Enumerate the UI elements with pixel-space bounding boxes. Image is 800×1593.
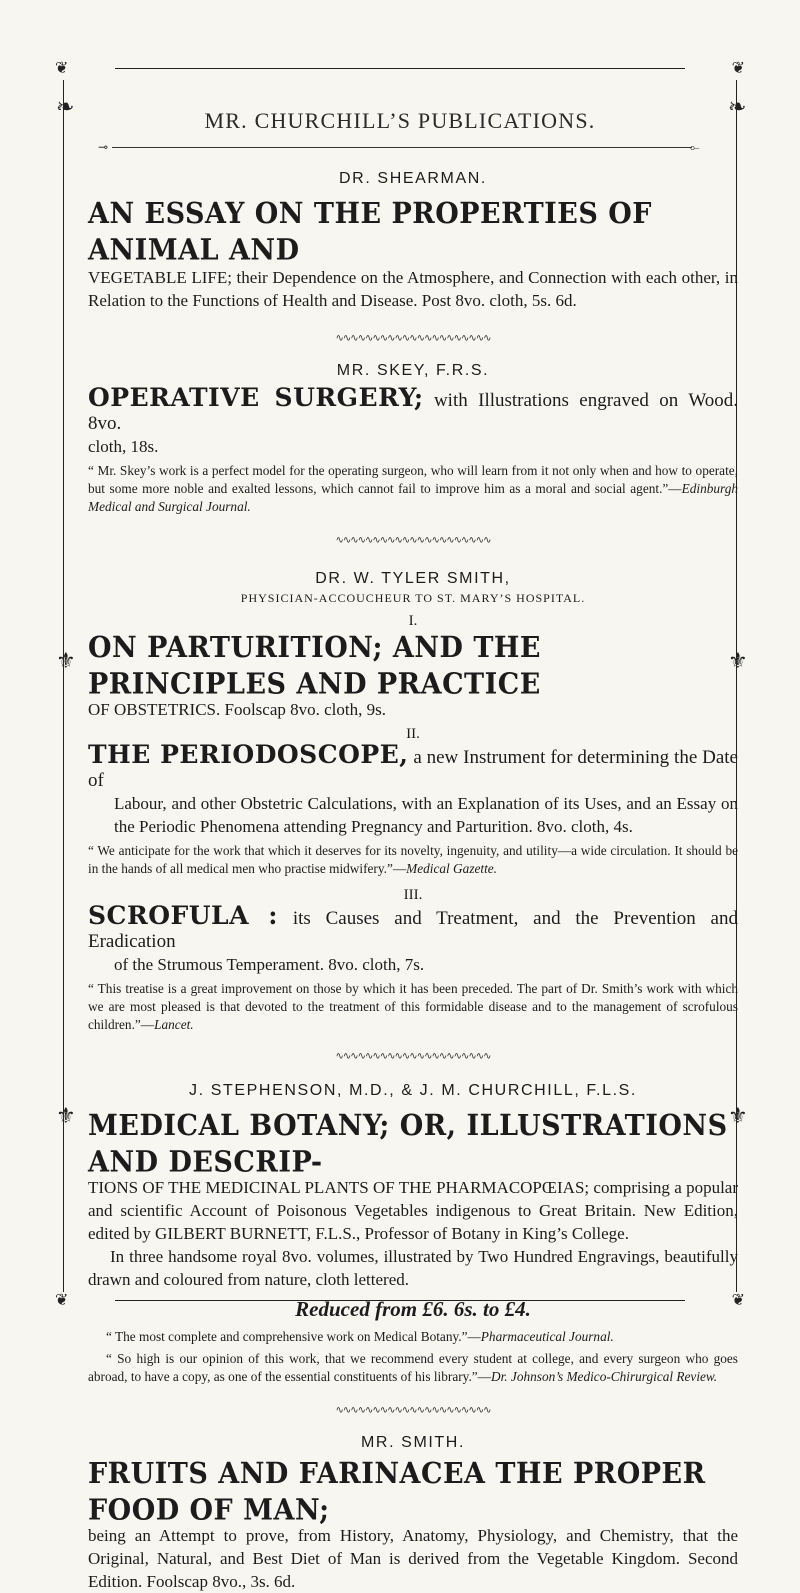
book-title: AN ESSAY ON THE PROPERTIES OF ANIMAL AND bbox=[88, 197, 652, 268]
author-subtitle: PHYSICIAN-ACCOUCHEUR TO ST. MARY’S HOSPITAL. bbox=[240, 591, 586, 605]
side-ornament-icon: ⚜ bbox=[56, 648, 76, 673]
volume-number: I. bbox=[408, 613, 418, 629]
author-heading: DR. W. TYLER SMITH, bbox=[315, 570, 511, 587]
author-heading: J. STEPHENSON, M.D., & J. M. CHURCHILL, F.L.S. bbox=[189, 1082, 637, 1099]
rule-ornament-icon: ⊸ bbox=[98, 140, 109, 154]
book-description: OF OBSTETRICS. Foolscap 8vo. cloth, 9s. bbox=[88, 700, 386, 719]
corner-ornament-icon: ❦ bbox=[731, 1292, 745, 1309]
review-quote bbox=[88, 980, 738, 1034]
volume-number: III. bbox=[403, 887, 423, 903]
side-ornament-icon: ❧ bbox=[56, 94, 75, 119]
side-ornament-icon: ❧ bbox=[728, 94, 747, 119]
listing-tyler-smith bbox=[88, 570, 738, 1034]
quote-text: “ This treatise is a great improvement on those by which it has been preceded. The part of Dr. Smith’s work with which we are most pleased is that devoted to the treatment of this formidable disease and to the management of scrofulous children.”— bbox=[88, 981, 738, 1032]
quote-source: Lancet. bbox=[154, 1017, 194, 1032]
book-title-continued: with Illustrations engraved on Wood. 8vo. bbox=[88, 390, 738, 434]
quote-source: Dr. Johnson’s Medico-Chirurgical Review. bbox=[490, 1369, 718, 1384]
listing-smith bbox=[88, 1434, 738, 1593]
separator: ∿∿∿∿∿∿∿∿∿∿∿∿∿∿∿∿∿∿∿∿∿ bbox=[335, 1405, 491, 1416]
price-reduction: Reduced from £6. 6s. to £4. bbox=[295, 1297, 531, 1321]
book-title: SCROFULA : bbox=[88, 901, 279, 930]
book-title: THE PERIODOSCOPE, bbox=[88, 740, 409, 769]
review-quote bbox=[88, 462, 738, 516]
book-description: VEGETABLE LIFE; their Dependence on the Atmosphere, and Connection with each other, in Relation to the Functions of Health and Disease. Post 8vo. cloth, 5s. 6d. bbox=[88, 268, 738, 310]
header-rule bbox=[112, 147, 692, 148]
rule-ornament-icon: ⟜ bbox=[690, 140, 700, 154]
top-rule bbox=[115, 68, 685, 69]
book-description: being an Attempt to prove, from History, Anatomy, Physiology, and Chemistry, that the Original, Natural, and Best Diet of Man is derived from the Vegetable Kingdom. Second Edition. Foolscap 8vo., 3s. 6d. bbox=[88, 1526, 738, 1591]
corner-ornament-icon: ❦ bbox=[731, 60, 745, 77]
book-title-continued: its Causes and Treatment, and the Prevention and Eradication bbox=[88, 908, 738, 952]
separator: ∿∿∿∿∿∿∿∿∿∿∿∿∿∿∿∿∿∿∿∿∿ bbox=[335, 333, 491, 344]
side-ornament-icon: ⚜ bbox=[728, 1103, 748, 1128]
quote-source: Edinburgh Medical and Surgical Journal. bbox=[88, 481, 738, 514]
quote-text: “ So high is our opinion of this work, that we recommend every student at college, and every surgeon who goes abroad, to have a copy, as one of the essential constituents of his library.”— bbox=[88, 1351, 738, 1384]
listing-stephenson-churchill bbox=[88, 1082, 738, 1386]
book-title: ON PARTURITION; AND THE PRINCIPLES AND PRACTICE bbox=[88, 631, 542, 702]
book-description: Labour, and other Obstetric Calculations, with an Explanation of its Uses, and an Essay on the Periodic Phenomena attending Pregnancy and Parturition. 8vo. cloth, 4s. bbox=[114, 794, 738, 836]
book-title: OPERATIVE SURGERY; bbox=[88, 383, 424, 412]
review-quote bbox=[88, 842, 738, 878]
book-edition-details: In three handsome royal 8vo. volumes, illustrated by Two Hundred Engravings, beautifully drawn and coloured from nature, cloth lettered. bbox=[88, 1247, 738, 1289]
book-description: TIONS OF THE MEDICINAL PLANTS OF THE PHARMACOPŒIAS; comprising a popular and scientific Account of Poisonous Vegetables indigenous to Great Britain. New Edition, edited by GILBERT BURNETT, F.L.S., Professor of Botany in King’s College. bbox=[88, 1178, 738, 1243]
book-description: of the Strumous Temperament. 8vo. cloth, 7s. bbox=[114, 955, 425, 974]
quote-text: “ Mr. Skey’s work is a perfect model for the operating surgeon, who will learn from it not only when and how to operate, but some more noble and exalted lessons, which cannot fail to improve him as a moral and social agent.”— bbox=[88, 463, 738, 496]
quote-text: “ We anticipate for the work that which it deserves for its novelty, ingenuity, and utility—a wide circulation. It should be in the hands of all medical men who practise midwifery.”— bbox=[88, 843, 738, 876]
book-title-continued: a new Instrument for determining the Date of bbox=[88, 747, 738, 791]
separator: ∿∿∿∿∿∿∿∿∿∿∿∿∿∿∿∿∿∿∿∿∿ bbox=[335, 1051, 491, 1062]
book-title: MEDICAL BOTANY; OR, ILLUSTRATIONS AND DESCRIP- bbox=[88, 1109, 728, 1180]
quote-text: “ The most complete and comprehensive work on Medical Botany.”— bbox=[106, 1329, 481, 1344]
side-ornament-icon: ⚜ bbox=[728, 648, 748, 673]
main-content bbox=[88, 170, 738, 1593]
listing-skey bbox=[88, 362, 738, 516]
listing-shearman bbox=[88, 170, 738, 312]
top-border bbox=[55, 60, 745, 78]
author-heading: MR. SKEY, F.R.S. bbox=[336, 362, 490, 379]
page-header-title: MR. CHURCHILL’S PUBLICATIONS. bbox=[204, 108, 596, 133]
corner-ornament-icon: ❦ bbox=[55, 1292, 69, 1309]
book-title: FRUITS AND FARINACEA THE PROPER FOOD OF MAN; bbox=[88, 1457, 706, 1528]
separator: ∿∿∿∿∿∿∿∿∿∿∿∿∿∿∿∿∿∿∿∿∿ bbox=[335, 535, 491, 546]
corner-ornament-icon: ❦ bbox=[55, 60, 69, 77]
quote-source: Pharmaceutical Journal. bbox=[480, 1329, 614, 1344]
quote-source: Medical Gazette. bbox=[406, 861, 498, 876]
side-ornament-icon: ⚜ bbox=[56, 1103, 76, 1128]
review-quote bbox=[88, 1350, 738, 1386]
book-description: cloth, 18s. bbox=[88, 437, 159, 456]
author-heading: MR. SMITH. bbox=[361, 1434, 465, 1451]
review-quote bbox=[88, 1328, 738, 1346]
author-heading: DR. SHEARMAN. bbox=[339, 170, 487, 187]
volume-number: II. bbox=[406, 726, 420, 742]
